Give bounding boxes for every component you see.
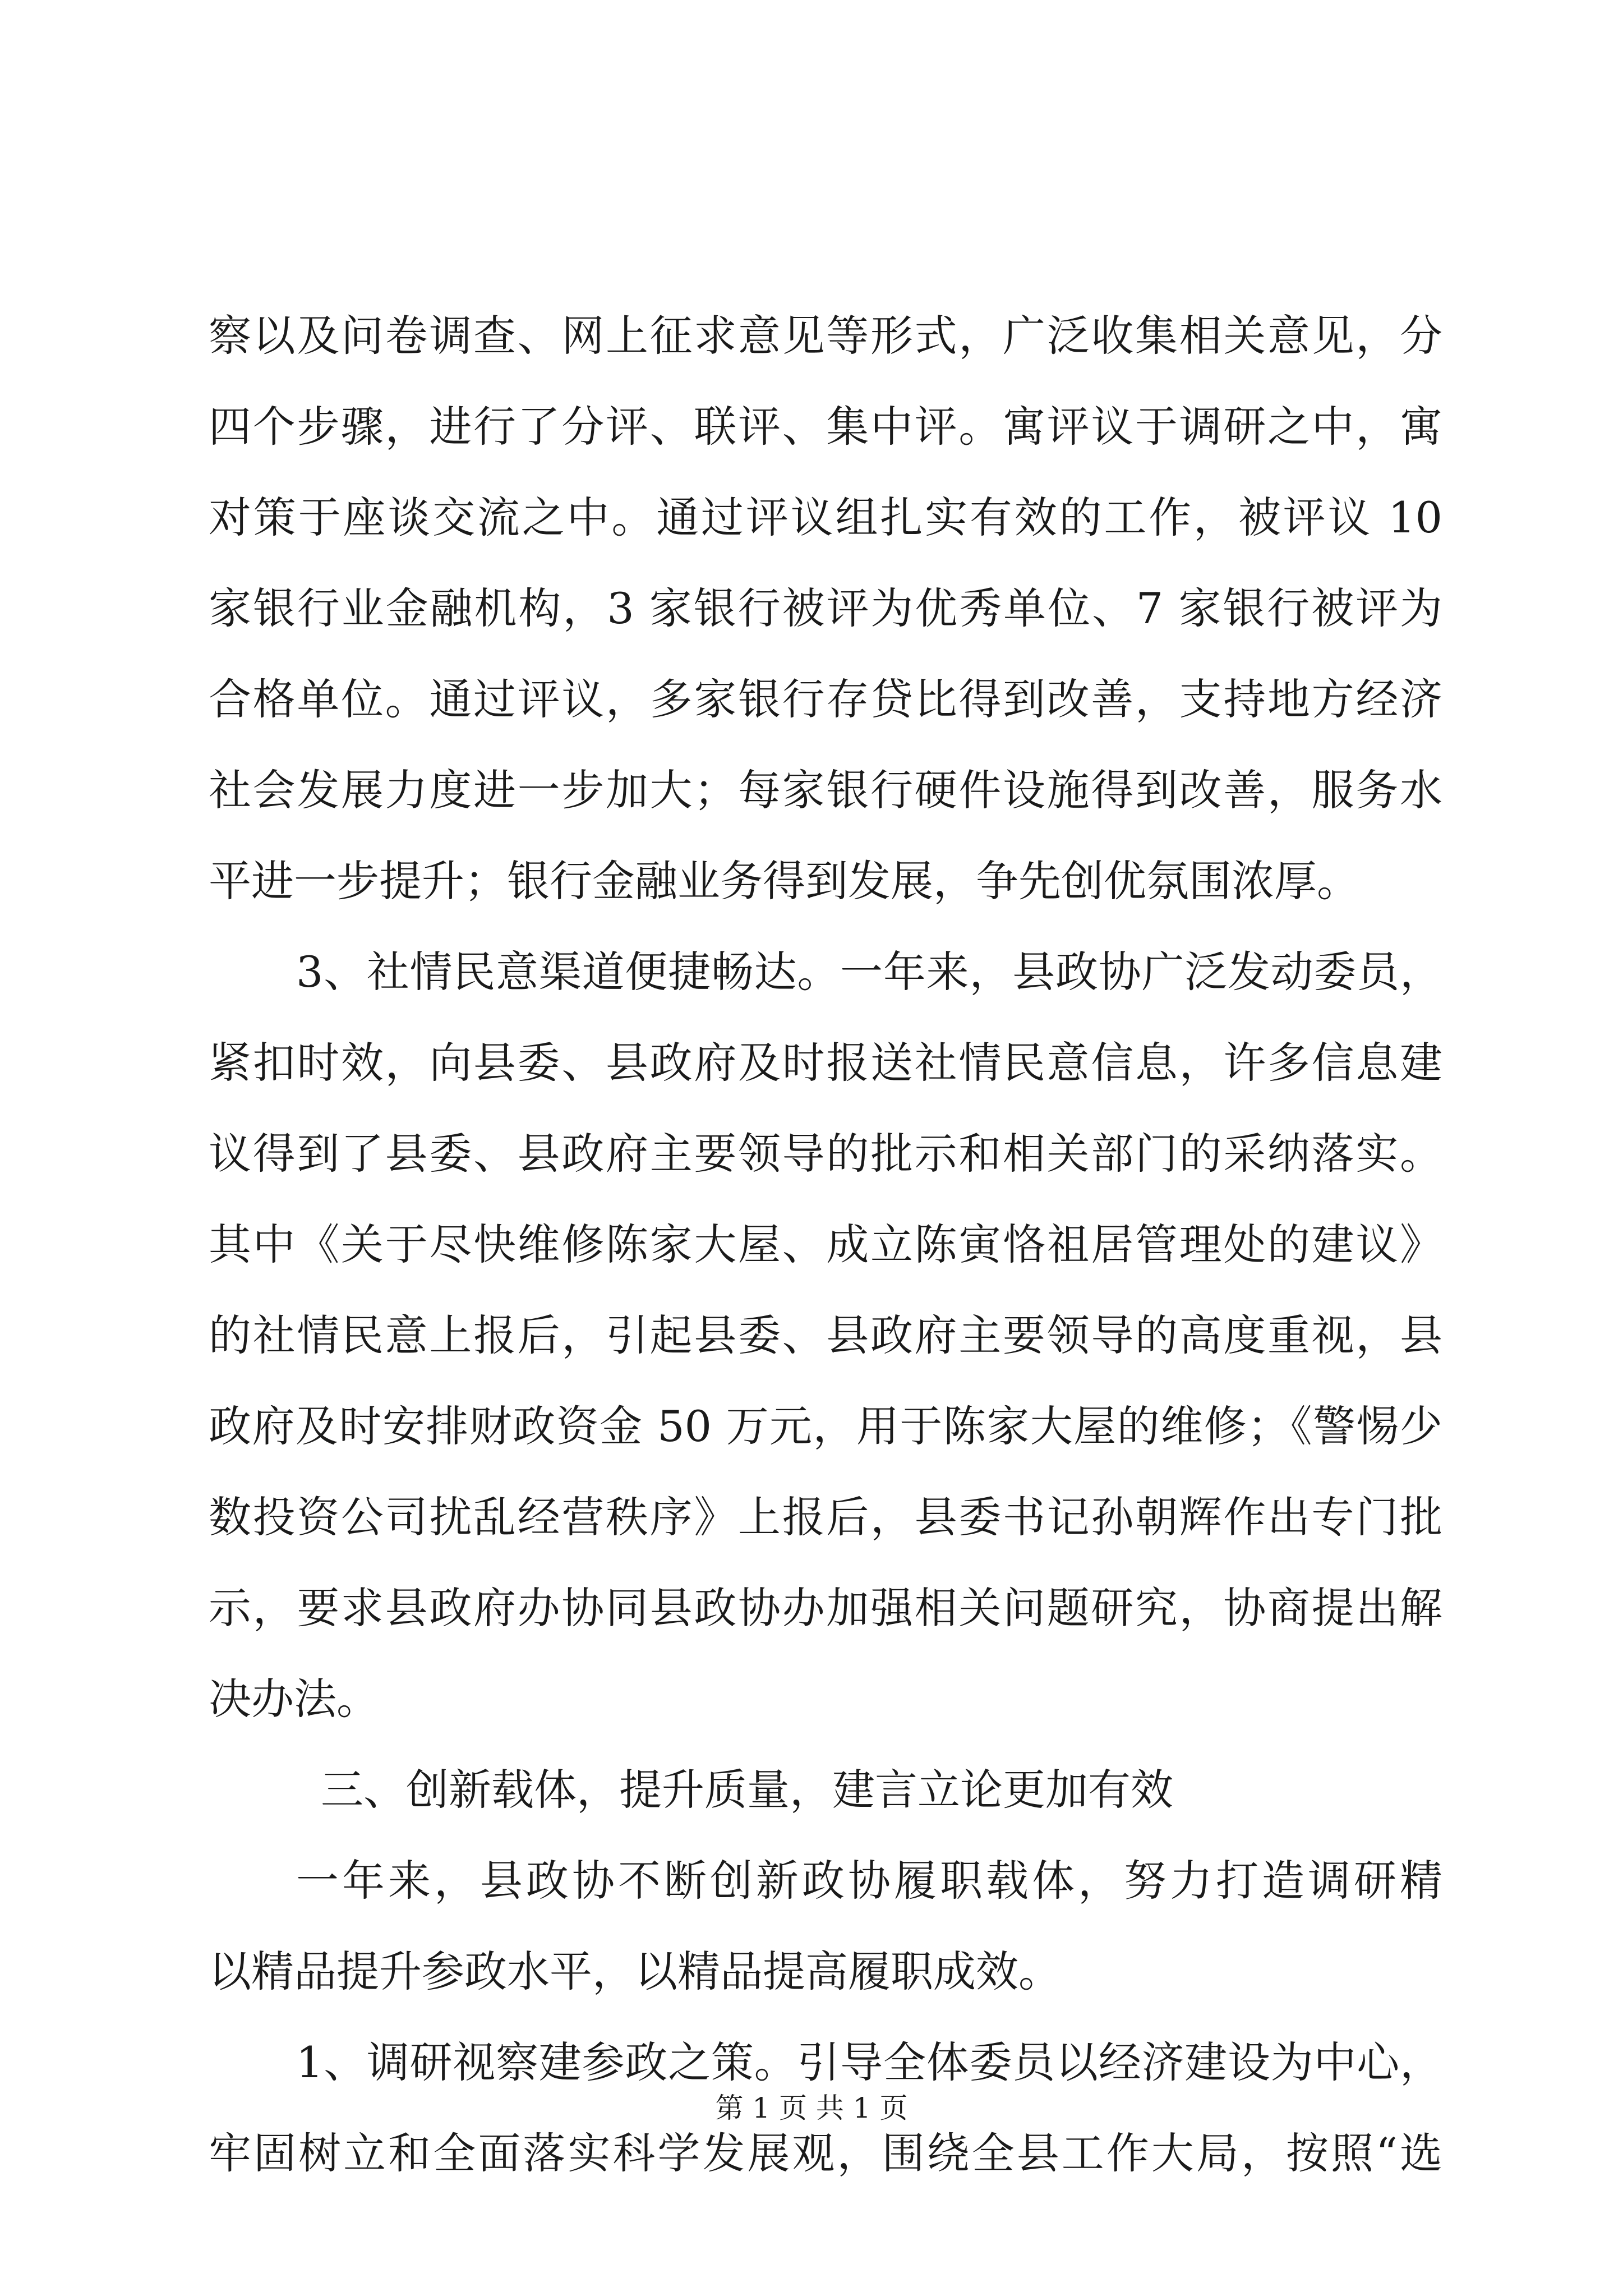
text-line: 以精品提升参政水平，以精品提高履职成效。 xyxy=(209,1947,1061,1996)
text-line: 四个步骤，进行了分评、联评、集中评。寓评议于调研之中，寓 xyxy=(209,402,1442,452)
text-line: 的社情民意上报后，引起县委、县政府主要领导的高度重视，县 xyxy=(209,1310,1442,1360)
text-line: 紧扣时效，向县委、县政府及时报送社情民意信息，许多信息建 xyxy=(209,1038,1442,1088)
text-line: 政府及时安排财政资金 50 万元，用于陈家大屋的维修；《警惕少 xyxy=(209,1401,1442,1451)
paragraph-first-line: 3、社情民意渠道便捷畅达。一年来，县政协广泛发动委员， xyxy=(296,947,1442,997)
section-heading: 三、创新载体，提升质量，建言立论更加有效 xyxy=(321,1765,1173,1815)
text-line: 牢固树立和全面落实科学发展观，围绕全县工作大局，按照“选 xyxy=(209,2128,1442,2178)
text-line: 社会发展力度进一步加大；每家银行硬件设施得到改善，服务水 xyxy=(209,765,1442,815)
page-footer: 第 1 页 共 1 页 xyxy=(715,2092,908,2124)
text-line: 其中《关于尽快维修陈家大屋、成立陈寅恪祖居管理处的建议》 xyxy=(209,1220,1442,1269)
text-line: 决办法。 xyxy=(209,1674,379,1724)
document-body xyxy=(209,291,1442,2199)
paragraph-first-line: 1、调研视察建参政之策。引导全体委员以经济建设为中心， xyxy=(296,2037,1442,2087)
text-line: 家银行业金融机构，3 家银行被评为优秀单位、7 家银行被评为 xyxy=(209,583,1442,633)
text-line: 合格单位。通过评议，多家银行存贷比得到改善，支持地方经济 xyxy=(209,674,1442,724)
text-line: 对策于座谈交流之中。通过评议组扎实有效的工作，被评议 10 xyxy=(209,493,1442,542)
text-line: 察以及问卷调查、网上征求意见等形式，广泛收集相关意见，分 xyxy=(209,311,1442,361)
text-line: 议得到了县委、县政府主要领导的批示和相关部门的采纳落实。 xyxy=(209,1129,1442,1179)
text-line: 平进一步提升；银行金融业务得到发展，争先创优氛围浓厚。 xyxy=(209,856,1359,906)
text-line: 示，要求县政府办协同县政协办加强相关问题研究，协商提出解 xyxy=(209,1583,1442,1633)
paragraph-first-line: 一年来，县政协不断创新政协履职载体，努力打造调研精 xyxy=(296,1856,1442,1906)
text-line: 数投资公司扰乱经营秩序》上报后，县委书记孙朝辉作出专门批 xyxy=(209,1492,1442,1542)
